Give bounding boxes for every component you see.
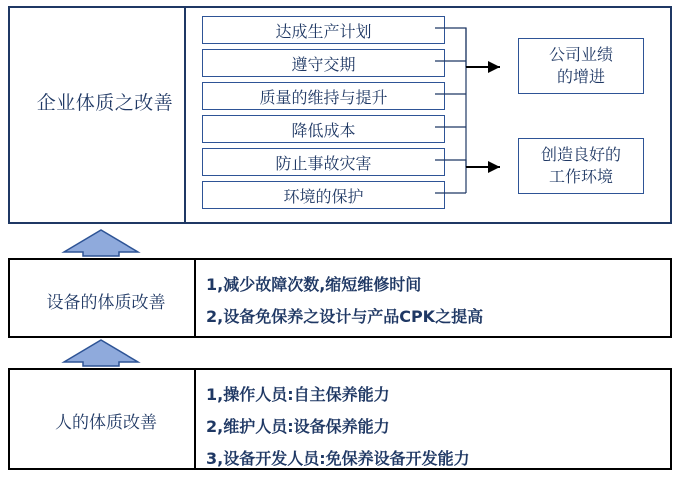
top-section xyxy=(8,6,672,224)
bottom-section xyxy=(8,368,672,470)
top-section-divider xyxy=(184,8,186,222)
result-box-1-line-2: 的增进 xyxy=(556,67,605,86)
result-box-2 xyxy=(518,138,644,194)
bottom-section-label: 人的体质改善 xyxy=(55,413,157,433)
item-box-1: 达成生产计划 xyxy=(202,16,445,44)
middle-line-1: 1,减少故障次数,缩短维修时间 xyxy=(206,275,422,294)
item-box-5: 防止事故灾害 xyxy=(202,148,445,176)
middle-section-divider xyxy=(194,260,196,336)
item-box-2: 遵守交期 xyxy=(202,49,445,77)
middle-section-label: 设备的体质改善 xyxy=(46,293,166,313)
item-box-4: 降低成本 xyxy=(202,115,445,143)
result-box-2-line-1: 创造良好的 xyxy=(540,145,621,165)
bottom-line-1: 1,操作人员:自主保养能力 xyxy=(206,385,390,404)
result-box-1-line-1: 公司业绩 xyxy=(548,45,613,65)
bottom-line-3: 3,设备开发人员:免保养设备开发能力 xyxy=(206,449,470,468)
item-box-3: 质量的维持与提升 xyxy=(202,82,445,110)
result-box-1 xyxy=(518,38,644,94)
bottom-line-2: 2,维护人员:设备保养能力 xyxy=(206,417,390,436)
up-arrow-1 xyxy=(64,230,138,256)
middle-line-2: 2,设备免保养之设计与产品CPK之提高 xyxy=(206,307,484,326)
result-box-2-line-2: 工作环境 xyxy=(548,167,613,186)
up-arrow-2 xyxy=(64,340,138,366)
item-box-6: 环境的保护 xyxy=(202,181,445,209)
middle-section xyxy=(8,258,672,338)
top-section-label: 企业体质之改善 xyxy=(36,92,174,114)
bottom-section-divider xyxy=(194,370,196,468)
